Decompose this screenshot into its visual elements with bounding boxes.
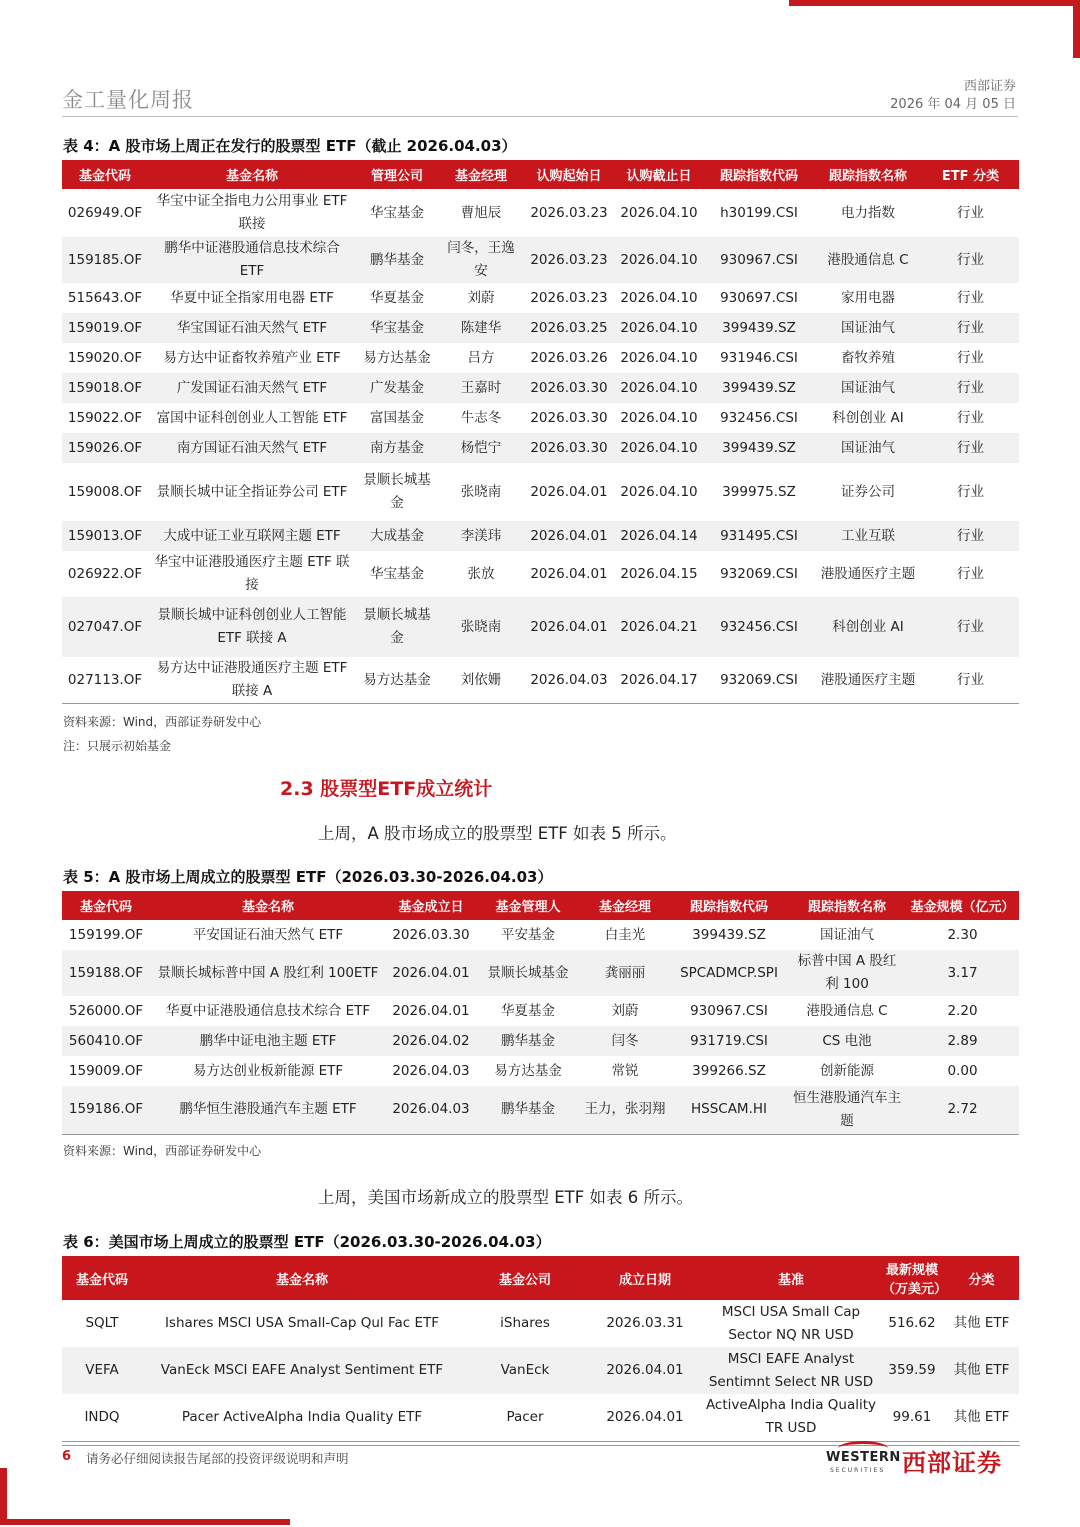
table-cell: 国证油气 <box>820 926 874 943</box>
table-cell: 行业 <box>922 521 1019 551</box>
table-cell: VEFA <box>62 1347 142 1394</box>
table-cell: 2026.03.23 <box>530 289 608 306</box>
table-cell: 杨恺宁 <box>438 433 524 463</box>
table-cell: 行业 <box>957 409 984 426</box>
table4-header-cell: 认购截止日 <box>614 160 704 189</box>
table-cell: 广发国证石油天然气 ETF <box>148 373 356 403</box>
table5-header-cell: 基金管理人 <box>476 891 580 920</box>
table-row <box>62 373 1019 403</box>
table-cell: 0.00 <box>947 1062 978 1079</box>
table-cell: 516.62 <box>888 1315 936 1331</box>
table-cell: 张放 <box>467 565 495 582</box>
table-cell: 港股通信息 C <box>806 1002 888 1019</box>
logo-english-sub: SECURITIES <box>830 1467 886 1474</box>
table-row <box>62 237 1019 283</box>
table-cell: 牛志冬 <box>460 409 502 426</box>
table-cell: 王嘉时 <box>438 373 524 403</box>
table-cell: 华宝国证石油天然气 ETF <box>148 313 356 343</box>
table-cell: 华夏基金 <box>370 289 424 306</box>
table-cell: 鹏华中证港股通信息技术综合 ETF <box>148 237 356 283</box>
table-cell: Pacer <box>462 1394 588 1441</box>
table-row <box>62 551 1019 597</box>
table-cell: 创新能源 <box>820 1062 874 1079</box>
table-cell: SQLT <box>85 1315 119 1331</box>
table-cell: 鹏华基金 <box>356 237 438 283</box>
table-cell: 026949.OF <box>67 204 143 221</box>
table5-header-cell: 基金成立日 <box>386 891 476 920</box>
table6-header-cell: 成立日期 <box>588 1256 702 1300</box>
table-cell: 王力，张羽翔 <box>580 1086 670 1134</box>
table6-header-cell: 基准 <box>702 1256 880 1300</box>
table-cell: 华宝中证港股通医疗主题 ETF 联接 <box>154 554 350 593</box>
table-cell: 2.30 <box>947 926 978 943</box>
table-cell: 行业 <box>957 349 984 366</box>
table-cell: 常锐 <box>611 1062 639 1079</box>
table-cell: 2026.04.10 <box>620 204 698 221</box>
table-row <box>62 313 1019 343</box>
table-cell: 国证油气 <box>814 373 922 403</box>
table-cell: 港股通医疗主题 <box>820 565 916 582</box>
table-cell: 其他 ETF <box>944 1394 1019 1441</box>
table-cell: 鹏华中证电池主题 ETF <box>150 1026 386 1056</box>
table4-header-cell: 管理公司 <box>356 160 438 189</box>
table4-header-cell: 基金名称 <box>148 160 356 189</box>
table-row <box>62 521 1019 551</box>
table-row <box>62 950 1019 996</box>
table5-header-cell: 跟踪指数代码 <box>670 891 788 920</box>
table-cell: 2026.04.10 <box>620 409 698 426</box>
table-cell: 吕方 <box>467 349 495 366</box>
table5-header-cell: 基金名称 <box>150 891 386 920</box>
table-cell: 景顺长城基金 <box>363 472 431 511</box>
table-cell: 富国中证科创创业人工智能 ETF <box>156 409 348 426</box>
table-cell: 515643.OF <box>67 289 143 306</box>
table-cell: SPCADMCP.SPI <box>670 950 788 996</box>
table-cell: 2026.03.30 <box>524 373 614 403</box>
table-cell: 家用电器 <box>841 289 895 306</box>
table-cell: 159022.OF <box>67 409 143 426</box>
table-cell: 鹏华基金 <box>476 1086 580 1134</box>
table-cell: 2026.04.01 <box>392 1002 470 1019</box>
table5-body <box>62 920 1019 1134</box>
table-cell: 刘蔚 <box>611 1002 639 1019</box>
table-cell: 平安国证石油天然气 ETF <box>192 926 344 943</box>
table-cell: 2026.04.03 <box>524 657 614 704</box>
footer-disclaimer: 请务必仔细阅读报告尾部的投资评级说明和声明 <box>86 1451 349 1466</box>
table6-body <box>62 1300 1019 1441</box>
company-name: 西部证券 <box>963 79 1016 94</box>
table-cell: 2026.04.17 <box>614 657 704 704</box>
table4 <box>62 160 1019 704</box>
table-cell: 931946.CSI <box>720 349 798 366</box>
table-cell: 399439.SZ <box>704 313 814 343</box>
table-cell: 景顺长城标普中国 A 股红利 100ETF <box>150 950 386 996</box>
table-cell: 2026.04.01 <box>530 565 608 582</box>
table-cell: 易方达基金 <box>494 1062 562 1079</box>
table-cell: 399266.SZ <box>692 1062 766 1079</box>
table-cell: 其他 ETF <box>953 1315 1010 1331</box>
table-cell: 富国基金 <box>370 409 424 426</box>
table-cell: 畜牧养殖 <box>841 349 895 366</box>
table-cell: 易方达基金 <box>356 657 438 704</box>
table-cell: 2026.04.10 <box>614 313 704 343</box>
corner-accent-top-vertical <box>1073 0 1080 58</box>
table6-header-cell: 基金代码 <box>62 1256 142 1300</box>
table-cell: 159019.OF <box>62 313 148 343</box>
table5-header-cell: 基金经理 <box>580 891 670 920</box>
table-cell: iShares <box>500 1315 550 1331</box>
table-cell: 2.72 <box>906 1086 1019 1134</box>
table-cell: 科创创业 AI <box>814 597 922 657</box>
table4-header-cell: 基金代码 <box>62 160 148 189</box>
table-row <box>62 920 1019 950</box>
table-cell: 张晓南 <box>460 483 502 500</box>
table4-note: 注：只展示初始基金 <box>63 739 172 753</box>
table-cell: 华宝基金 <box>356 313 438 343</box>
table-cell: ActiveAlpha India Quality TR USD <box>702 1394 880 1441</box>
table-cell: 2.20 <box>947 1002 978 1019</box>
table-cell: MSCI EAFE Analyst Sentimnt Select NR USD <box>702 1347 880 1394</box>
table-row <box>62 403 1019 433</box>
table-cell: 鹏华恒生港股通汽车主题 ETF <box>150 1086 386 1134</box>
table-cell: 2026.03.23 <box>530 204 608 221</box>
table-row <box>62 1026 1019 1056</box>
table-row <box>62 283 1019 313</box>
table-cell: 2026.04.10 <box>614 373 704 403</box>
table-cell: 932456.CSI <box>720 409 798 426</box>
table-cell: 景顺长城基金 <box>356 597 438 657</box>
table-cell: 930697.CSI <box>720 289 798 306</box>
table-cell: 科创创业 AI <box>832 409 904 426</box>
table-cell: 159008.OF <box>67 483 143 500</box>
table-cell: 027113.OF <box>62 657 148 704</box>
table-cell: 华夏基金 <box>501 1002 555 1019</box>
table-cell: 行业 <box>922 237 1019 283</box>
table5-header-cell: 基金规模（亿元） <box>906 891 1019 920</box>
table-cell: 2026.03.26 <box>530 349 608 366</box>
table-cell: 2026.03.31 <box>606 1315 684 1331</box>
table-cell: 159009.OF <box>68 1062 144 1079</box>
table-cell: Ishares MSCI USA Small-Cap Qul Fac ETF <box>164 1315 440 1331</box>
table-cell: 2026.04.10 <box>620 349 698 366</box>
table-cell: 景顺长城基金 <box>476 950 580 996</box>
table-cell: Pacer ActiveAlpha India Quality ETF <box>142 1394 462 1441</box>
table-cell: 国证油气 <box>814 313 922 343</box>
table-cell: 399439.SZ <box>704 373 814 403</box>
table4-header-row <box>62 160 1019 189</box>
table-cell: 2026.04.10 <box>614 237 704 283</box>
table-cell: 2026.04.03 <box>386 1086 476 1134</box>
table-cell: 931495.CSI <box>704 521 814 551</box>
logo-chinese: 西部证券 <box>902 1449 1002 1477</box>
table-cell: 张晓南 <box>438 597 524 657</box>
table-cell: 2026.04.01 <box>524 521 614 551</box>
table-cell: INDQ <box>62 1394 142 1441</box>
table-cell: 2026.04.21 <box>614 597 704 657</box>
table-cell: 易方达中证港股通医疗主题 ETF 联接 A <box>148 657 356 704</box>
table-cell: 闫冬 <box>580 1026 670 1056</box>
header-divider <box>62 116 1018 117</box>
table-cell: 2026.04.02 <box>386 1026 476 1056</box>
table-cell: 闫冬，王逸安 <box>438 237 524 283</box>
table-cell: 930967.CSI <box>704 237 814 283</box>
table-cell: 证券公司 <box>841 483 895 500</box>
table-cell: 2026.04.01 <box>588 1394 702 1441</box>
table-cell: 932069.CSI <box>720 565 798 582</box>
table-cell: 华宝基金 <box>370 204 424 221</box>
table-cell: 电力指数 <box>841 204 895 221</box>
table-cell: 华宝基金 <box>370 565 424 582</box>
table-cell: 南方国证石油天然气 ETF <box>148 433 356 463</box>
table-cell: 大成中证工业互联网主题 ETF <box>148 521 356 551</box>
report-date: 2026 年 04 月 05 日 <box>890 97 1016 112</box>
table-cell: 159013.OF <box>62 521 148 551</box>
corner-accent-bottom-vertical <box>0 1468 7 1525</box>
table-cell: 027047.OF <box>62 597 148 657</box>
table-cell: 026922.OF <box>67 565 143 582</box>
table5-header-cell: 基金代码 <box>62 891 150 920</box>
table-cell: 526000.OF <box>68 1002 144 1019</box>
table-cell: 399439.SZ <box>692 926 766 943</box>
page-number: 6 <box>62 1449 72 1464</box>
table5-header-row <box>62 891 1019 920</box>
table-cell: 行业 <box>922 597 1019 657</box>
table-cell: 华夏中证港股通信息技术综合 ETF <box>165 1002 371 1019</box>
table-cell: 行业 <box>957 565 984 582</box>
table-cell: 易方达创业板新能源 ETF <box>192 1062 344 1079</box>
table6-caption: 表 6：美国市场上周成立的股票型 ETF（2026.03.30-2026.04.03） <box>63 1233 551 1251</box>
table-cell: 港股通信息 C <box>814 237 922 283</box>
table-cell: 易方达中证畜牧养殖产业 ETF <box>163 349 341 366</box>
table-cell: 景顺长城中证科创创业人工智能 ETF 联接 A <box>148 597 356 657</box>
table6-header-cell: 分类 <box>944 1256 1019 1300</box>
table-row <box>62 1394 1019 1441</box>
table6 <box>62 1256 1019 1442</box>
table-cell: 2026.04.01 <box>530 483 608 500</box>
table-cell: 白圭光 <box>604 926 646 943</box>
table-cell: 399975.SZ <box>722 483 796 500</box>
table-cell: 2026.04.01 <box>524 597 614 657</box>
corner-accent-bottom <box>0 1519 290 1525</box>
table-cell: 港股通医疗主题 <box>814 657 922 704</box>
table-cell: 931719.CSI <box>670 1026 788 1056</box>
table4-caption: 表 4：A 股市场上周正在发行的股票型 ETF（截止 2026.04.03） <box>63 137 517 155</box>
table-cell: MSCI USA Small Cap Sector NQ NR USD <box>721 1303 861 1343</box>
table-cell: 其他 ETF <box>944 1347 1019 1394</box>
table-cell: 华夏中证全指家用电器 ETF <box>170 289 334 306</box>
table6-header-cell: 最新规模（万美元） <box>880 1256 944 1300</box>
table-cell: 2026.04.01 <box>588 1347 702 1394</box>
table5-source: 资料来源：Wind，西部证券研发中心 <box>63 1144 262 1158</box>
table-cell: 华宝中证全指电力公用事业 ETF 联接 <box>156 193 348 232</box>
table-cell: 159020.OF <box>67 349 143 366</box>
table4-header-cell: 跟踪指数名称 <box>814 160 922 189</box>
section-paragraph-1: 上周，A 股市场成立的股票型 ETF 如表 5 所示。 <box>318 824 677 843</box>
table-cell: 2026.03.25 <box>524 313 614 343</box>
section-paragraph-2: 上周，美国市场新成立的股票型 ETF 如表 6 所示。 <box>318 1188 693 1207</box>
section-title: 2.3 股票型ETF成立统计 <box>280 778 493 800</box>
table-cell: 行业 <box>922 373 1019 403</box>
table-cell: 2026.04.10 <box>614 433 704 463</box>
table-cell: 刘依姗 <box>438 657 524 704</box>
table-row <box>62 1300 1019 1347</box>
table-cell: 399439.SZ <box>704 433 814 463</box>
table4-header-cell: ETF 分类 <box>922 160 1019 189</box>
table-cell: 平安基金 <box>501 926 555 943</box>
table4-header-cell: 基金经理 <box>438 160 524 189</box>
table-cell: 2026.04.01 <box>386 950 476 996</box>
table-cell: 标普中国 A 股红利 100 <box>788 950 906 996</box>
table-cell: 鹏华基金 <box>476 1026 580 1056</box>
table-cell: 行业 <box>922 313 1019 343</box>
table-cell: 行业 <box>922 433 1019 463</box>
table-cell: 2026.04.10 <box>620 483 698 500</box>
table4-body <box>62 189 1019 704</box>
table-row <box>62 463 1019 521</box>
table-cell: 359.59 <box>880 1347 944 1394</box>
logo-english: WESTERN <box>826 1450 901 1465</box>
table-cell: 行业 <box>922 657 1019 704</box>
table-row <box>62 1347 1019 1394</box>
corner-accent-top <box>789 0 1080 6</box>
table-cell: 159185.OF <box>62 237 148 283</box>
table-row <box>62 189 1019 237</box>
table-row <box>62 343 1019 373</box>
table-cell: CS 电池 <box>788 1026 906 1056</box>
table5-header-cell: 跟踪指数名称 <box>788 891 906 920</box>
table4-source: 资料来源：Wind，西部证券研发中心 <box>63 715 262 729</box>
table-cell: 159026.OF <box>62 433 148 463</box>
table-cell: 陈建华 <box>438 313 524 343</box>
table-cell: 932069.CSI <box>704 657 814 704</box>
table-cell: 2026.04.15 <box>620 565 698 582</box>
table-cell: 159018.OF <box>62 373 148 403</box>
table-cell: 龚丽丽 <box>580 950 670 996</box>
table-cell: 2.89 <box>906 1026 1019 1056</box>
table-row <box>62 1086 1019 1134</box>
table-cell: 恒生港股通汽车主题 <box>788 1086 906 1134</box>
report-title: 金工量化周报 <box>62 88 194 112</box>
table-row <box>62 433 1019 463</box>
table-cell: 159188.OF <box>62 950 150 996</box>
table-row <box>62 1056 1019 1086</box>
table-cell: 南方基金 <box>356 433 438 463</box>
table-cell: 159186.OF <box>62 1086 150 1134</box>
table-cell: 国证油气 <box>814 433 922 463</box>
table-row <box>62 597 1019 657</box>
table-cell: h30199.CSI <box>720 204 798 221</box>
table-cell: 930967.CSI <box>690 1002 768 1019</box>
table-cell: 刘蔚 <box>467 289 495 306</box>
table-cell: 2026.04.03 <box>392 1062 470 1079</box>
table-cell: 99.61 <box>880 1394 944 1441</box>
table-cell: 行业 <box>957 289 984 306</box>
table-cell: 560410.OF <box>62 1026 150 1056</box>
table6-header-row <box>62 1256 1019 1300</box>
table5 <box>62 891 1019 1135</box>
table-cell: 李渼玮 <box>438 521 524 551</box>
table4-header-cell: 认购起始日 <box>524 160 614 189</box>
table-cell: 景顺长城中证全指证券公司 ETF <box>156 483 348 500</box>
table-cell: 159199.OF <box>68 926 144 943</box>
table-cell: 大成基金 <box>356 521 438 551</box>
table-cell: 2026.04.10 <box>620 289 698 306</box>
table-cell: 2026.03.23 <box>524 237 614 283</box>
table-cell: 932456.CSI <box>704 597 814 657</box>
table-row <box>62 657 1019 704</box>
table6-header-cell: 基金名称 <box>142 1256 462 1300</box>
table-cell: 广发基金 <box>356 373 438 403</box>
table-cell: VanEck <box>462 1347 588 1394</box>
table-cell: 2026.03.30 <box>524 433 614 463</box>
table-cell: 2026.03.30 <box>530 409 608 426</box>
table-cell: 2026.03.30 <box>392 926 470 943</box>
table-cell: 行业 <box>957 483 984 500</box>
table-cell: HSSCAM.HI <box>670 1086 788 1134</box>
table-cell: 3.17 <box>906 950 1019 996</box>
table-cell: 行业 <box>957 204 984 221</box>
table-cell: 工业互联 <box>814 521 922 551</box>
table-cell: 易方达基金 <box>363 349 431 366</box>
table-cell: VanEck MSCI EAFE Analyst Sentiment ETF <box>142 1347 462 1394</box>
table6-header-cell: 基金公司 <box>462 1256 588 1300</box>
table-cell: 曹旭辰 <box>460 204 502 221</box>
table5-caption: 表 5：A 股市场上周成立的股票型 ETF（2026.03.30-2026.04.03） <box>63 868 553 886</box>
table4-header-cell: 跟踪指数代码 <box>704 160 814 189</box>
table-cell: 2026.04.14 <box>614 521 704 551</box>
table-row <box>62 996 1019 1026</box>
